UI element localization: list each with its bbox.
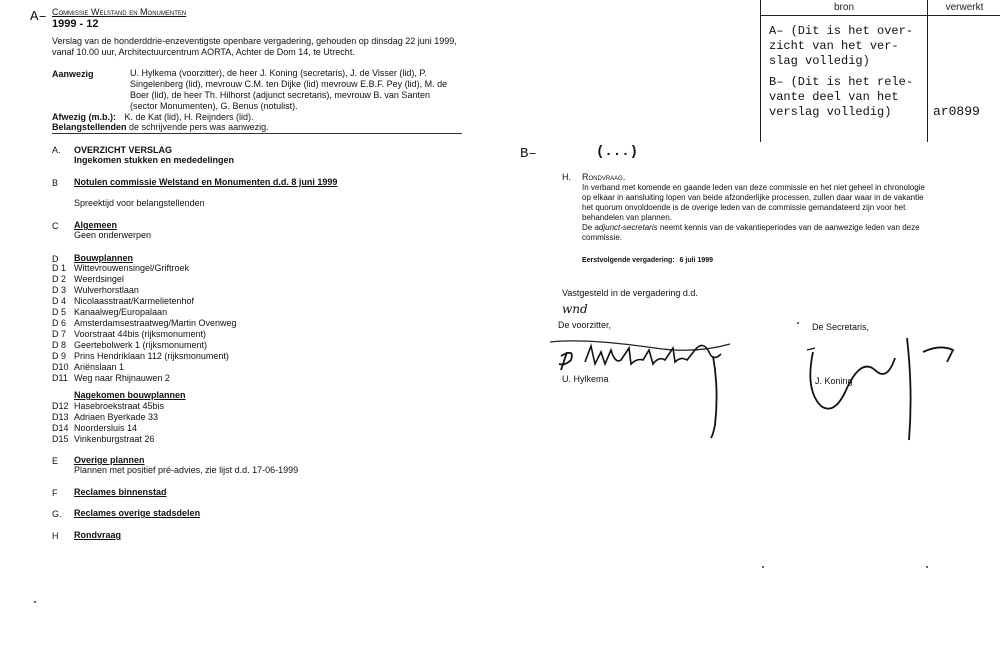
section-g-letter: G.	[52, 509, 62, 519]
list-item: D 8 Geertebolwerk 1 (rijksmonument)	[52, 340, 208, 350]
section-b-letter: B	[52, 178, 59, 188]
nagekomen-title: Nagekomen bouwplannen	[74, 390, 186, 400]
list-item: D10 Ariënslaan 1	[52, 362, 125, 372]
list-item: D12 Hasebroekstraat 45bis	[52, 401, 165, 411]
note-b-line: vante deel van het	[769, 90, 899, 104]
section-e-letter: E	[52, 456, 59, 466]
section-h-title: Rondvraag	[74, 530, 122, 540]
section-h-letter: H	[52, 531, 59, 541]
next-meeting-date: 6 juli 1999	[679, 257, 714, 264]
voorzitter-name: U. Hylkema	[562, 374, 609, 384]
header-divider	[52, 133, 462, 134]
next-meeting-label: Eerstvolgende vergadering:	[582, 257, 675, 264]
aanwezig-list	[130, 68, 447, 112]
intro-line-2: vanaf 10.00 uur, Architectuurcentrum AORTA, Achter de Dom 14, te Utrecht.	[52, 47, 355, 57]
secretaris-label: De Secretaris,	[812, 322, 870, 332]
rondvraag-line: behandelen van plannen.	[582, 213, 672, 222]
belang-value: de schrijvende pers was aanwezig.	[129, 122, 269, 132]
aanwezig-label: Aanwezig	[52, 69, 94, 79]
committee-name: Commissie Welstand en Monumenten	[52, 7, 187, 17]
aanwezig-line: (sector Monumenten), G. Benus (notulist).	[130, 101, 298, 111]
list-item: D 4 Nicolaasstraat/Karmelietenhof	[52, 296, 195, 306]
list-item: D15 Vinkenburgstraat 26	[52, 434, 155, 444]
note-a-line: zicht van het ver-	[769, 39, 899, 53]
rondvraag-line: op elkaar in aansluiting lopen van beide afzonderlijke processen, zullen daar waar in de vakantie	[582, 193, 924, 202]
marker-b: B–	[520, 146, 537, 162]
belang-label: Belangstellenden	[52, 122, 127, 132]
note-b	[769, 75, 913, 120]
aanwezig-line: U. Hylkema (voorzitter), de heer J. Koning (secretaris), J. de Visser (lid), P.	[130, 68, 427, 78]
ellipsis: (...)	[596, 144, 639, 160]
speck	[762, 566, 764, 568]
list-item: D 1 Wittevrouwensingel/Griftroek	[52, 263, 190, 273]
belang-row	[52, 122, 269, 133]
section-f-letter: F	[52, 488, 58, 498]
afwezig-label: Afwezig (m.b.):	[52, 112, 116, 122]
speck	[926, 566, 928, 568]
section-b-sub: Spreektijd voor belangstellenden	[74, 198, 205, 208]
speck	[797, 322, 799, 324]
bron-table	[760, 0, 1000, 142]
list-item: D 3 Wulverhorstlaan	[52, 285, 139, 295]
rondvraag-body	[582, 183, 925, 243]
afwezig-value: K. de Kat (lid), H. Reijnders (lid).	[124, 112, 254, 122]
rondvraag-line: commissie.	[582, 233, 623, 242]
list-item: D 6 Amsterdamsestraatweg/Martin Ovenweg	[52, 318, 237, 328]
section-d-letter: D	[52, 254, 59, 264]
vastgesteld: Vastgesteld in de vergadering d.d.	[562, 288, 698, 298]
section-b-title: Notulen commissie Welstand en Monumenten d.d. 8 juni 1999	[74, 177, 338, 187]
list-item: D13 Adriaen Byerkade 33	[52, 412, 159, 422]
table-divider	[927, 15, 928, 142]
voorzitter-signature	[545, 330, 735, 440]
intro	[52, 36, 457, 58]
section-g-title: Reclames overige stadsdelen	[74, 508, 201, 518]
voorzitter-label: De voorzitter,	[558, 320, 612, 330]
note-a-line: slag volledig)	[769, 54, 870, 68]
section-e-title: Overige plannen	[74, 455, 145, 465]
rondvraag-title: Rondvraag.	[582, 172, 626, 182]
section-a-sub: Ingekomen stukken en mededelingen	[74, 155, 235, 165]
section-c-sub: Geen onderwerpen	[74, 230, 152, 240]
note-a-line: A– (Dit is het over-	[769, 24, 914, 38]
secretaris-signature	[795, 330, 970, 445]
speck	[34, 601, 36, 603]
list-item: D 7 Voorstraat 44bis (rijksmonument)	[52, 329, 207, 339]
section-a-letter: A.	[52, 145, 61, 155]
section-d-title: Bouwplannen	[74, 253, 133, 263]
list-item: D 2 Weerdsingel	[52, 274, 124, 284]
bouwplannen-list	[52, 263, 237, 384]
section-c-letter: C	[52, 221, 59, 231]
rondvraag-letter: H.	[562, 172, 571, 182]
aanwezig-line: Boer (lid), de heer Th. Hilhorst (adjunct secretaris), mevrouw B. van Santen	[130, 90, 430, 100]
note-a	[769, 24, 913, 69]
marker-a: A–	[30, 9, 47, 25]
section-c-title: Algemeen	[74, 220, 118, 230]
rondvraag-line: het quorum onvoldoende is de overige leden van de commissie gemandateerd zijn voor het	[582, 203, 906, 212]
handwritten-wnd: wnd	[562, 302, 588, 316]
next-meeting	[582, 257, 713, 264]
nagekomen-list	[52, 401, 164, 445]
rondvraag-line: In verband met komende en gaande leden van deze commissie en het niet geheel in chronologie	[582, 183, 925, 192]
archive-code: ar0899	[933, 104, 980, 119]
secretaris-name: J. Koning	[815, 376, 853, 386]
list-item: D 5 Kanaalweg/Europalaan	[52, 307, 168, 317]
bron-header: bron	[761, 0, 928, 16]
intro-line-1: Verslag van de honderddrie-enzeventigste openbare vergadering, gehouden op dinsdag 22 juni 1999,	[52, 36, 457, 46]
verwerkt-header: verwerkt	[928, 0, 1000, 16]
rondvraag-note: De adjunct-secretaris neemt kennis van de vakantieperiodes van de aanwezige leden van deze	[582, 223, 920, 232]
section-e-sub: Plannen met positief pré-advies, zie lijst d.d. 17-06-1999	[74, 465, 299, 475]
section-f-title: Reclames binnenstad	[74, 487, 167, 497]
list-item: D 9 Prins Hendriklaan 112 (rijksmonument)	[52, 351, 229, 361]
list-item: D11 Weg naar Rhijnauwen 2	[52, 373, 170, 383]
aanwezig-line: Singelenberg (lid), mevrouw C.M. ten Dijke (lid) mevrouw E.B.F. Pey (lid), M. de	[130, 79, 448, 89]
note-b-line: verslag volledig)	[769, 105, 892, 119]
list-item: D14 Noordersluis 14	[52, 423, 138, 433]
note-b-line: B– (Dit is het rele-	[769, 75, 914, 89]
section-a-title: OVERZICHT VERSLAG	[74, 145, 173, 155]
doc-number: 1999 - 12	[52, 18, 99, 30]
